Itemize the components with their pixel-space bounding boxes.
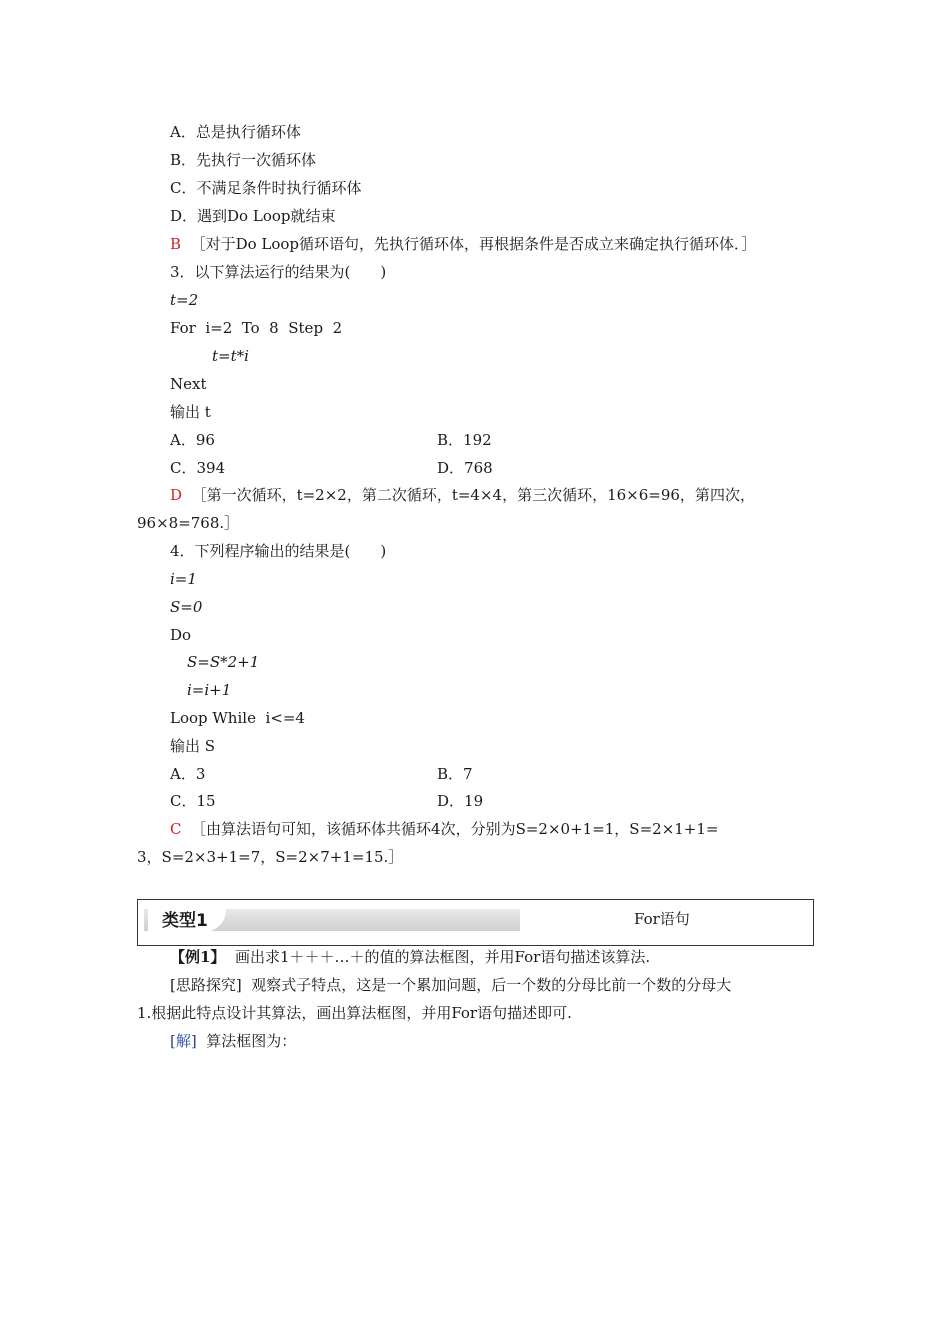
- example-text: 画出求1＋＋＋…＋的值的算法框图，并用For语句描述该算法.: [234, 948, 651, 966]
- analysis-line2: 1.根据此特点设计其算法，画出算法框图，并用For语句描述即可.: [137, 1004, 572, 1022]
- q3-stem: 3．以下算法运行的结果为( ): [170, 263, 387, 281]
- analysis: [170, 975, 731, 995]
- q3-option-c: C．394: [170, 459, 226, 477]
- q4-option-c: C．15: [170, 792, 216, 810]
- solution-text: 算法框图为：: [206, 1032, 297, 1050]
- q3-option-d: D．768: [437, 459, 493, 477]
- q3-answer: [170, 485, 755, 505]
- q4-code-line: Do: [170, 626, 192, 644]
- q4-code-line: S=0: [170, 598, 203, 616]
- example-tag: 【例1】: [170, 948, 226, 966]
- q3-option-a: A．96: [170, 431, 215, 449]
- q4-answer-line1: ［由算法语句可知，该循环体共循环4次，分别为S=2×0+1=1，S=2×1+1=: [191, 820, 719, 838]
- q3-answer-line2: 96×8=768.］: [137, 514, 240, 532]
- example-1: [170, 947, 650, 967]
- analysis-line1: 观察式子特点，这是一个累加问题，后一个数的分母比前一个数的分母大: [251, 976, 732, 994]
- section-label: 类型1: [162, 911, 208, 931]
- q3-code-line: For i=2 To 8 Step 2: [170, 319, 343, 337]
- q4-code-line: i=i+1: [187, 681, 232, 699]
- q4-code-line: 输出 S: [170, 737, 216, 755]
- section-title: For语句: [634, 910, 690, 928]
- q2-option-a: A．总是执行循环体: [170, 123, 301, 141]
- q2-option-b: B．先执行一次循环体: [170, 151, 317, 169]
- q3-answer-letter: D: [170, 486, 183, 504]
- q2-answer: [170, 234, 757, 254]
- q3-code-line: Next: [170, 375, 207, 393]
- q4-option-b: B．7: [437, 765, 473, 783]
- q2-answer-letter: B: [170, 235, 182, 253]
- q2-option-d: D．遇到Do Loop就结束: [170, 207, 336, 225]
- solution: [170, 1031, 296, 1051]
- q4-code-line: S=S*2+1: [187, 653, 260, 671]
- q4-option-d: D．19: [437, 792, 484, 810]
- q4-code-line: i=1: [170, 570, 197, 588]
- q3-code-line: t=2: [170, 291, 199, 309]
- q3-code-line: 输出 t: [170, 403, 211, 421]
- analysis-tag: [思路探究]: [170, 976, 242, 994]
- q4-answer-letter: C: [170, 820, 182, 838]
- q4-code-line: Loop While i<=4: [170, 709, 305, 727]
- solution-tag: [解]: [170, 1032, 197, 1050]
- q4-answer-line2: 3，S=2×3+1=7，S=2×7+1=15.］: [137, 848, 404, 866]
- q4-option-a: A．3: [170, 765, 206, 783]
- q2-option-c: C．不满足条件时执行循环体: [170, 179, 362, 197]
- section-header: [137, 899, 814, 946]
- q3-code-line: t=t*i: [212, 347, 249, 365]
- q4-stem: 4．下列程序输出的结果是( ): [170, 542, 387, 560]
- q4-answer: [170, 819, 718, 839]
- q3-option-b: B．192: [437, 431, 492, 449]
- q3-answer-line1: ［第一次循环，t=2×2，第二次循环，t=4×4，第三次循环，16×6=96，第四次，: [191, 486, 755, 504]
- q2-answer-text: ［对于Do Loop循环语句，先执行循环体，再根据条件是否成立来确定执行循环体．］: [190, 235, 757, 253]
